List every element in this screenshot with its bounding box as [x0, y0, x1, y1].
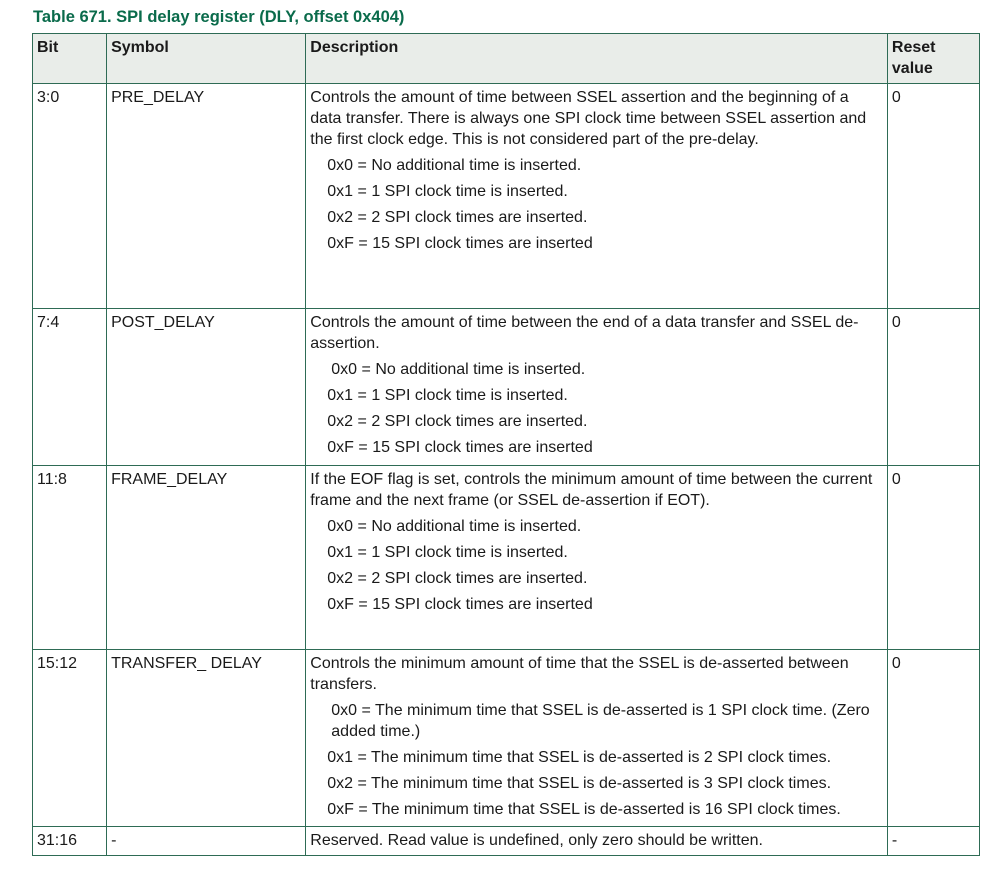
- symbol-cell: TRANSFER_ DELAY: [107, 650, 306, 827]
- bit-cell: 11:8: [33, 466, 107, 650]
- description-cell: [306, 827, 888, 856]
- bit-cell: 3:0: [33, 84, 107, 309]
- option-item: 0x2 = 2 SPI clock times are inserted.: [327, 209, 588, 226]
- option-item: 0x2 = 2 SPI clock times are inserted.: [327, 570, 588, 587]
- description-cell: [306, 650, 888, 827]
- description-text: Controls the minimum amount of time that the SSEL is de-asserted between transfers.: [310, 655, 849, 693]
- reset-cell: 0: [887, 84, 979, 309]
- option-item: 0x1 = 1 SPI clock time is inserted.: [327, 183, 568, 200]
- header-reset-line2: value: [891, 60, 933, 77]
- bit-cell: 7:4: [33, 309, 107, 466]
- description-text: Controls the amount of time between the end of a data transfer and SSEL de-assertion.: [310, 314, 859, 352]
- symbol-cell: PRE_DELAY: [107, 84, 306, 309]
- table-row: [33, 309, 980, 466]
- description-text: Controls the amount of time between SSEL assertion and the beginning of a data transfer. There is always one SPI clock time between SSEL assertion and the first clock edge. This is not considered part of the pre-delay.: [310, 89, 867, 148]
- table-row: [33, 650, 980, 827]
- option-item: 0xF = 15 SPI clock times are inserted: [327, 439, 593, 456]
- bit-cell: 15:12: [33, 650, 107, 827]
- option-item: 0x0 = No additional time is inserted.: [331, 361, 586, 378]
- option-item: 0x1 = The minimum time that SSEL is de-asserted is 2 SPI clock times.: [327, 749, 832, 766]
- description-cell: [306, 84, 888, 309]
- option-item: 0x1 = 1 SPI clock time is inserted.: [327, 544, 568, 561]
- header-row: [33, 34, 980, 84]
- header-reset-value: [887, 34, 979, 84]
- reset-cell: 0: [887, 309, 979, 466]
- option-item: 0xF = 15 SPI clock times are inserted: [327, 596, 593, 613]
- reset-cell: -: [887, 827, 979, 856]
- option-item: 0x0 = No additional time is inserted.: [327, 518, 582, 535]
- table-row: [33, 827, 980, 856]
- symbol-cell: POST_DELAY: [107, 309, 306, 466]
- table-row: [33, 84, 980, 309]
- reset-cell: 0: [887, 466, 979, 650]
- header-reset-line1: Reset: [891, 39, 936, 56]
- option-item: 0x1 = 1 SPI clock time is inserted.: [327, 387, 568, 404]
- register-table: [32, 33, 980, 856]
- option-item: 0x0 = The minimum time that SSEL is de-asserted is 1 SPI clock time. (Zero added time.): [331, 702, 870, 740]
- reset-cell: 0: [887, 650, 979, 827]
- bit-cell: 31:16: [33, 827, 107, 856]
- option-item: 0x2 = 2 SPI clock times are inserted.: [327, 413, 588, 430]
- description-cell: [306, 309, 888, 466]
- header-symbol: Symbol: [107, 34, 306, 84]
- symbol-cell: -: [107, 827, 306, 856]
- header-description: Description: [306, 34, 888, 84]
- table-caption: Table 671. SPI delay register (DLY, offset 0x404): [33, 8, 405, 26]
- option-item: 0xF = The minimum time that SSEL is de-asserted is 16 SPI clock times.: [327, 801, 841, 818]
- description-cell: [306, 466, 888, 650]
- table-row: [33, 466, 980, 650]
- option-item: 0x2 = The minimum time that SSEL is de-asserted is 3 SPI clock times.: [327, 775, 832, 792]
- symbol-cell: FRAME_DELAY: [107, 466, 306, 650]
- option-item: 0xF = 15 SPI clock times are inserted: [327, 235, 593, 252]
- header-bit: Bit: [33, 34, 107, 84]
- description-text: If the EOF flag is set, controls the minimum amount of time between the current frame and the next frame (or SSEL de-assertion if EOT).: [310, 471, 873, 509]
- description-text: Reserved. Read value is undefined, only zero should be written.: [310, 832, 763, 849]
- option-item: 0x0 = No additional time is inserted.: [327, 157, 582, 174]
